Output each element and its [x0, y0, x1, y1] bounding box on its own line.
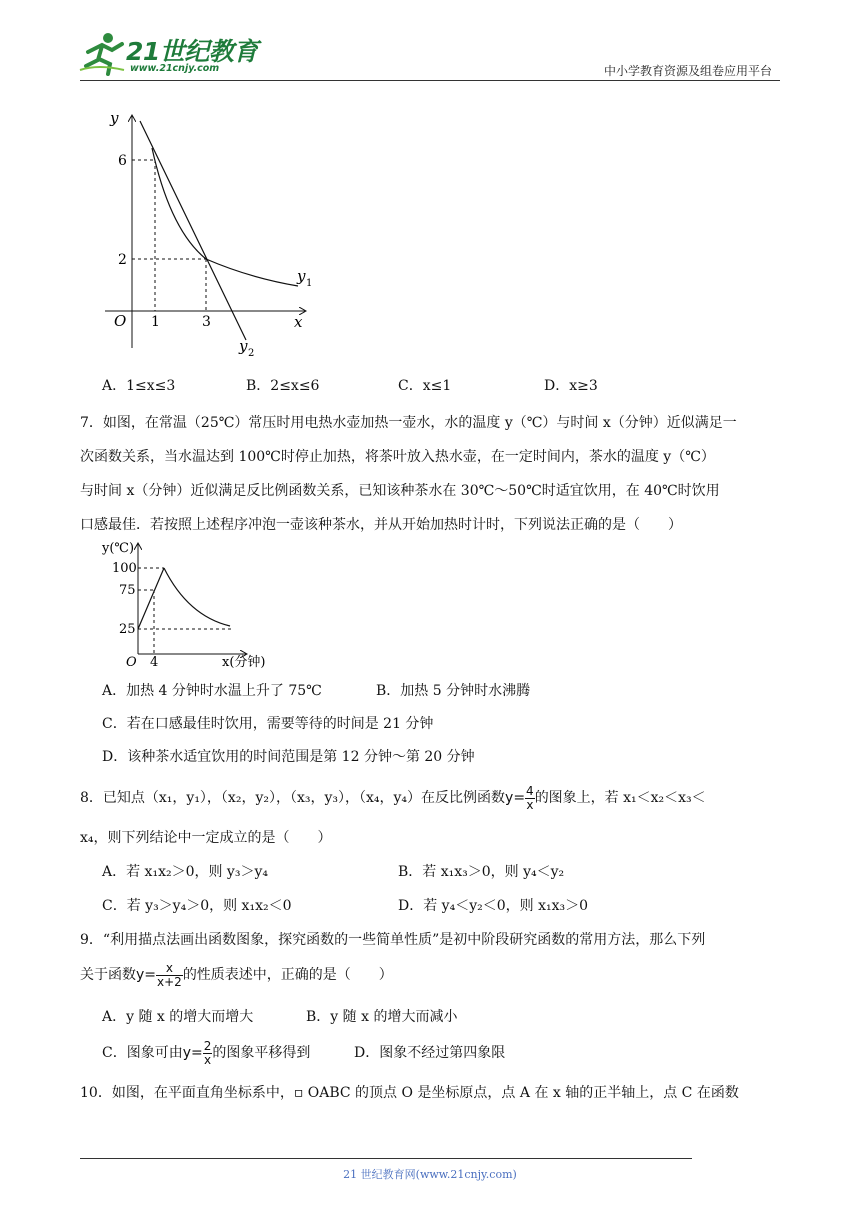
q10-text-line-1: 10．如图，在平面直角坐标系中，▫ OABC 的顶点 O 是坐标原点，点 A 在 x 轴的正半轴上，点 C 在函数: [80, 1085, 739, 1101]
q7-text-line-3: 与时间 x（分钟）近似满足反比例函数关系，已知该种茶水在 30℃～50℃时适宜饮用，在 40℃时饮用: [80, 483, 720, 499]
footer-text: 21 世纪教育网(www.21cnjy.com): [343, 1168, 517, 1181]
q9-option-c-num: 2: [203, 1038, 212, 1053]
logo-text: 21世纪教育: [126, 37, 258, 66]
q9-option-c-pre: C．图象可由: [102, 1045, 183, 1061]
site-logo: [78, 30, 258, 76]
q7-text-line-2: 次函数关系，当水温达到 100℃时停止加热，将茶叶放入热水壶，在一定时间内，茶水的温度 y（℃）: [80, 449, 715, 465]
q8-fraction-num: 4: [526, 783, 534, 798]
q6-option-b[interactable]: B．2≤x≤6: [246, 378, 320, 394]
q7-option-a[interactable]: A．加热 4 分钟时水温上升了 75℃: [102, 683, 322, 699]
header-platform-text: 中小学教育资源及组卷应用平台: [603, 64, 772, 78]
x-axis-label: x: [294, 313, 303, 331]
tick-x-3: 3: [202, 314, 211, 330]
function-graph-y1-y2: [100, 108, 320, 358]
q9-option-c-post: 的图象平移得到: [212, 1045, 311, 1061]
q9-text-pre: 关于函数: [80, 967, 136, 983]
q8-text-post: 的图象上，若 x₁＜x₂＜x₃＜: [534, 790, 706, 806]
q6-option-a[interactable]: A．1≤x≤3: [102, 378, 176, 394]
q9-fraction: [156, 962, 183, 989]
curve-y1-subscript: 1: [306, 278, 313, 289]
q9-text-line-2: [80, 960, 393, 990]
q7-text-line-1: 7．如图，在常温（25℃）常压时用电热水壶加热一壶水，水的温度 y（℃）与时间 x（分钟）近似满足一: [80, 415, 737, 431]
q8-fraction: [525, 785, 535, 812]
header-divider: [80, 80, 780, 81]
tick-4: 4: [150, 655, 159, 670]
q9-option-c-lhs: y=: [182, 1045, 203, 1061]
q8-text-line-2: x₄，则下列结论中一定成立的是（ ）: [80, 830, 332, 846]
tick-x-1: 1: [151, 314, 160, 330]
line-y2-subscript: 2: [248, 348, 255, 358]
q8-option-a[interactable]: A．若 x₁x₂＞0，则 y₃＞y₄: [102, 864, 268, 880]
cooling-curve: [164, 568, 230, 626]
curve-y1: [152, 148, 298, 286]
line-y2-label: y: [239, 337, 248, 355]
y-axis-label: y(℃): [102, 541, 135, 556]
tick-y-2: 2: [118, 252, 127, 268]
q7-option-c[interactable]: C．若在口感最佳时饮用，需要等待的时间是 21 分钟: [102, 716, 434, 732]
q9-option-c-den: x: [204, 1052, 212, 1067]
q8-fraction-den: x: [526, 797, 534, 812]
q9-text-post: 的性质表述中，正确的是（ ）: [182, 967, 393, 983]
x-axis-label: x(分钟): [222, 655, 266, 670]
q9-option-c[interactable]: [102, 1038, 310, 1068]
temperature-time-graph: [96, 538, 286, 670]
footer-divider: [80, 1158, 692, 1159]
y-axis-label: y: [110, 109, 119, 127]
q8-option-c[interactable]: C．若 y₃＞y₄＞0，则 x₁x₂＜0: [102, 898, 292, 914]
heating-line: [138, 568, 164, 629]
q6-option-c[interactable]: C．x≤1: [398, 378, 452, 394]
q7-option-b[interactable]: B．加热 5 分钟时水沸腾: [376, 683, 531, 699]
q7-option-d[interactable]: D．该种茶水适宜饮用的时间范围是第 12 分钟～第 20 分钟: [102, 749, 475, 765]
tick-y-6: 6: [118, 153, 127, 169]
q6-option-d[interactable]: D．x≥3: [544, 378, 598, 394]
origin-label: O: [126, 655, 137, 670]
q8-text-pre: 8．已知点（x₁，y₁），（x₂，y₂），（x₃，y₃），（x₄，y₄）在反比例函数: [80, 790, 506, 806]
tick-75: 75: [119, 583, 136, 598]
q9-option-c-fraction: [203, 1040, 213, 1067]
q8-formula-lhs: y=: [505, 790, 526, 806]
curve-y1-label: y: [297, 267, 306, 285]
tick-25: 25: [119, 622, 136, 637]
runner-icon: [78, 30, 126, 76]
q9-fraction-num: x: [156, 962, 183, 976]
q9-option-b[interactable]: B．y 随 x 的增大而减小: [306, 1009, 458, 1025]
q9-fraction-den: x+2: [157, 974, 182, 989]
line-y2: [140, 121, 246, 340]
q7-text-line-4: 口感最佳．若按照上述程序冲泡一壶该种茶水，并从开始加热时计时，下列说法正确的是（ ）: [80, 517, 682, 533]
logo-url: www.21cnjy.com: [130, 63, 220, 74]
q9-option-a[interactable]: A．y 随 x 的增大而增大: [102, 1009, 254, 1025]
q8-text-line-1: [80, 784, 706, 812]
q9-formula-lhs: y=: [136, 967, 157, 983]
q9-text-line-1: 9．“利用描点法画出函数图象，探究函数的一些简单性质”是初中阶段研究函数的常用方法，那么下列: [80, 932, 706, 948]
tick-100: 100: [112, 561, 137, 576]
origin-label: O: [114, 312, 127, 330]
q9-option-d[interactable]: D．图象不经过第四象限: [354, 1045, 506, 1061]
q8-option-d[interactable]: D．若 y₄＜y₂＜0，则 x₁x₃＞0: [398, 898, 588, 914]
q8-option-b[interactable]: B．若 x₁x₃＞0，则 y₄＜y₂: [398, 864, 565, 880]
